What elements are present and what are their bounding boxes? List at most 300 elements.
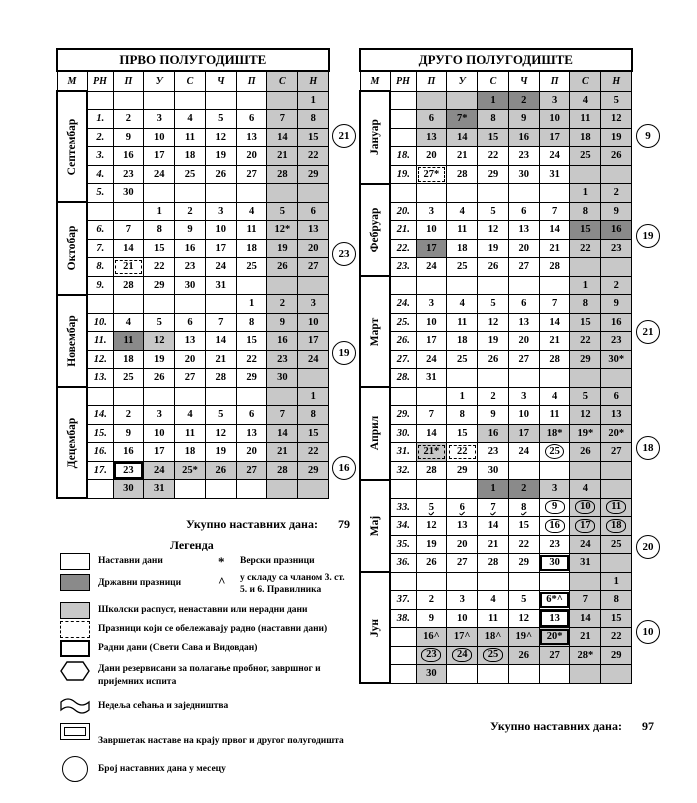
day-cell (570, 258, 601, 277)
day-cell: 18 (447, 239, 478, 258)
week-number-cell: 26. (390, 332, 416, 351)
day-cell: 9 (267, 313, 298, 332)
week-number-cell: 33. (390, 498, 416, 517)
week-number-cell: 7. (87, 239, 113, 258)
day-cell: 24 (447, 646, 478, 665)
day-cell (416, 91, 447, 110)
day-cell: 31 (539, 165, 570, 184)
day-cell: 1 (236, 295, 267, 314)
day-cell: 25 (478, 646, 509, 665)
day-cell: 6 (508, 202, 539, 221)
day-cell: 29 (298, 165, 329, 184)
day-cell: 23 (539, 535, 570, 554)
day-cell: 9 (113, 424, 144, 443)
day-cell: 3 (447, 591, 478, 610)
day-cell (570, 461, 601, 480)
day-cell: 20* (539, 628, 570, 647)
col-tue: У (144, 71, 175, 91)
day-cell: 15 (570, 313, 601, 332)
day-cell: 18 (570, 128, 601, 147)
week-number-cell: 25. (390, 313, 416, 332)
day-cell: 21* (416, 443, 447, 462)
day-cell: 5 (205, 110, 236, 129)
week-number-cell: 28. (390, 369, 416, 388)
day-cell (478, 665, 509, 684)
day-cell: 17 (416, 239, 447, 258)
col-sat: С (570, 71, 601, 91)
day-cell: 6 (298, 202, 329, 221)
day-cell: 10 (508, 406, 539, 425)
day-cell: 27 (601, 443, 632, 462)
day-cell (144, 295, 175, 314)
day-cell: 7 (570, 591, 601, 610)
month-november: Новембар (57, 295, 87, 388)
day-cell (236, 276, 267, 295)
day-cell: 1 (570, 276, 601, 295)
first-total-label: Укупно наставних дана: (186, 517, 318, 531)
day-cell: 23 (175, 258, 206, 277)
day-cell (539, 665, 570, 684)
legend-caret-text: у складу са чланом 3. ст. 5. и 6. Правилника (240, 573, 345, 595)
day-cell: 15 (298, 424, 329, 443)
day-cell (601, 258, 632, 277)
day-cell: 19 (416, 535, 447, 554)
day-cell (539, 461, 570, 480)
day-cell: 28 (539, 258, 570, 277)
day-cell: 11 (447, 313, 478, 332)
week-number-cell: 19. (390, 165, 416, 184)
day-cell (570, 572, 601, 591)
day-cell (570, 165, 601, 184)
day-cell (478, 369, 509, 388)
month-october: Октобар (57, 202, 87, 295)
wave-icon (60, 696, 90, 716)
day-cell: 26 (570, 443, 601, 462)
month-february: Фебруар (360, 184, 390, 277)
day-cell: 6 (508, 295, 539, 314)
day-cell: 17 (508, 424, 539, 443)
day-cell: 29 (570, 350, 601, 369)
day-cell: 14 (539, 313, 570, 332)
day-cell: 5 (601, 91, 632, 110)
day-cell: 13 (508, 221, 539, 240)
day-cell (236, 387, 267, 406)
day-cell: 13 (601, 406, 632, 425)
legend-star-symbol: * (218, 554, 225, 569)
week-number-cell: 10. (87, 313, 113, 332)
day-cell: 4 (539, 387, 570, 406)
week-number-cell: 2. (87, 128, 113, 147)
day-cell: 27 (298, 258, 329, 277)
day-cell: 11 (601, 498, 632, 517)
day-cell: 28 (539, 350, 570, 369)
week-number-cell: 22. (390, 239, 416, 258)
day-cell: 2 (601, 276, 632, 295)
day-cell: 9 (601, 202, 632, 221)
day-cell: 25 (236, 258, 267, 277)
day-cell: 8 (298, 110, 329, 129)
day-cell: 4 (175, 406, 206, 425)
week-number-cell: 23. (390, 258, 416, 277)
day-cell: 23 (601, 239, 632, 258)
day-cell (601, 461, 632, 480)
day-cell: 21 (267, 147, 298, 166)
day-cell: 1 (298, 91, 329, 110)
day-cell: 10 (447, 609, 478, 628)
day-cell: 28 (478, 554, 509, 573)
day-cell: 21 (205, 350, 236, 369)
day-cell: 26 (416, 554, 447, 573)
day-cell: 15 (144, 239, 175, 258)
week-number-cell: 27. (390, 350, 416, 369)
week-number-cell: 30. (390, 424, 416, 443)
day-cell: 11 (175, 128, 206, 147)
count-march: 21 (636, 320, 660, 344)
count-april: 18 (636, 436, 660, 460)
day-cell: 2 (478, 387, 509, 406)
day-cell: 6 (175, 313, 206, 332)
day-cell: 27* (416, 165, 447, 184)
day-cell: 22 (570, 239, 601, 258)
day-cell (508, 184, 539, 203)
week-number-cell: 37. (390, 591, 416, 610)
legend-title: Легенда (170, 538, 214, 552)
day-cell (267, 184, 298, 203)
count-december: 16 (332, 456, 356, 480)
day-cell: 15 (447, 424, 478, 443)
day-cell: 26 (601, 147, 632, 166)
day-cell: 20 (236, 147, 267, 166)
day-cell: 27 (236, 165, 267, 184)
legend-state: Државни празници (98, 578, 182, 588)
week-number-cell (87, 295, 113, 314)
day-cell: 20 (236, 443, 267, 462)
day-cell: 30 (113, 184, 144, 203)
day-cell: 23 (478, 443, 509, 462)
day-cell (205, 387, 236, 406)
day-cell: 7 (267, 406, 298, 425)
day-cell: 8 (478, 110, 509, 129)
day-cell (236, 91, 267, 110)
day-cell: 27 (508, 350, 539, 369)
day-cell: 4 (447, 295, 478, 314)
week-number-cell: 31. (390, 443, 416, 462)
hexagon-icon (60, 661, 90, 681)
day-cell: 25 (175, 165, 206, 184)
day-cell: 11 (175, 424, 206, 443)
day-cell (539, 276, 570, 295)
day-cell: 15 (298, 128, 329, 147)
week-number-cell: 3. (87, 147, 113, 166)
day-cell: 22 (447, 443, 478, 462)
col-month: М (57, 71, 87, 91)
day-cell: 23 (601, 332, 632, 351)
day-cell: 7 (539, 295, 570, 314)
week-number-cell (87, 202, 113, 221)
day-cell: 8 (236, 313, 267, 332)
legend-end: Завршетак наставе на крају првог и другог полугодишта (98, 736, 344, 746)
day-cell: 24 (144, 461, 175, 480)
day-cell: 17 (205, 239, 236, 258)
week-number-cell: 29. (390, 406, 416, 425)
day-cell: 14 (205, 332, 236, 351)
day-cell: 8 (144, 221, 175, 240)
day-cell (144, 184, 175, 203)
col-sun: Н (298, 71, 329, 91)
day-cell: 28* (570, 646, 601, 665)
week-number-cell: 21. (390, 221, 416, 240)
day-cell (416, 184, 447, 203)
day-cell: 25 (447, 350, 478, 369)
day-cell: 9 (113, 128, 144, 147)
day-cell: 10 (539, 110, 570, 129)
legend-working: Радни дани (Свети Сава и Видовдан) (98, 643, 258, 653)
day-cell: 30 (113, 480, 144, 499)
count-may: 20 (636, 535, 660, 559)
day-cell (205, 91, 236, 110)
day-cell (416, 276, 447, 295)
day-cell: 24 (539, 147, 570, 166)
day-cell: 27 (508, 258, 539, 277)
day-cell: 12 (478, 313, 509, 332)
day-cell: 22 (236, 350, 267, 369)
day-cell: 18 (113, 350, 144, 369)
day-cell: 20* (601, 424, 632, 443)
day-cell: 3 (205, 202, 236, 221)
legend-marked: Празници који се обележавају радно (наставни дани) (98, 624, 328, 634)
day-cell: 12 (416, 517, 447, 536)
day-cell (478, 184, 509, 203)
day-cell: 23 (508, 147, 539, 166)
day-cell (113, 202, 144, 221)
day-cell: 26 (267, 258, 298, 277)
week-number-cell: 38. (390, 609, 416, 628)
day-cell (508, 276, 539, 295)
day-cell (539, 184, 570, 203)
first-total-value: 79 (338, 517, 350, 531)
day-cell: 24 (205, 258, 236, 277)
day-cell: 2 (508, 91, 539, 110)
day-cell (447, 276, 478, 295)
week-number-cell: 1. (87, 110, 113, 129)
day-cell: 16 (175, 239, 206, 258)
legend-break: Школски распуст, ненаставни или нерадни дани (98, 605, 308, 615)
day-cell (267, 480, 298, 499)
day-cell: 21 (447, 147, 478, 166)
day-cell: 20 (508, 332, 539, 351)
day-cell: 14 (267, 128, 298, 147)
day-cell: 6 (236, 110, 267, 129)
day-cell: 20 (447, 535, 478, 554)
day-cell: 27 (236, 461, 267, 480)
col-sat: С (267, 71, 298, 91)
day-cell: 20 (416, 147, 447, 166)
week-number-cell: 34. (390, 517, 416, 536)
day-cell: 21 (267, 443, 298, 462)
week-number-cell (390, 110, 416, 129)
week-number-cell: 16. (87, 443, 113, 462)
day-cell: 7* (447, 110, 478, 129)
day-cell: 10 (144, 128, 175, 147)
day-cell (570, 665, 601, 684)
day-cell: 3 (144, 406, 175, 425)
day-cell (508, 572, 539, 591)
day-cell (267, 91, 298, 110)
week-number-cell: 9. (87, 276, 113, 295)
day-cell (144, 387, 175, 406)
day-cell: 19^ (508, 628, 539, 647)
day-cell: 3 (416, 295, 447, 314)
day-cell: 17 (570, 517, 601, 536)
day-cell: 8 (570, 202, 601, 221)
legend-swatch-state (60, 574, 90, 591)
day-cell (601, 369, 632, 388)
day-cell: 17^ (447, 628, 478, 647)
col-week: РН (390, 71, 416, 91)
day-cell (447, 665, 478, 684)
day-cell: 29 (236, 369, 267, 388)
week-number-cell: 17. (87, 461, 113, 480)
day-cell: 5 (205, 406, 236, 425)
day-cell: 18* (539, 424, 570, 443)
day-cell: 10 (144, 424, 175, 443)
day-cell (267, 276, 298, 295)
day-cell: 13 (175, 332, 206, 351)
day-cell: 12 (205, 424, 236, 443)
day-cell: 8 (570, 295, 601, 314)
count-october: 23 (332, 242, 356, 266)
day-cell: 1 (570, 184, 601, 203)
day-cell (236, 184, 267, 203)
week-number-cell: 4. (87, 165, 113, 184)
day-cell: 26 (478, 350, 509, 369)
day-cell: 31 (570, 554, 601, 573)
day-cell: 11 (236, 221, 267, 240)
day-cell: 5 (570, 387, 601, 406)
day-cell (447, 572, 478, 591)
day-cell: 6 (236, 406, 267, 425)
day-cell: 12 (508, 609, 539, 628)
day-cell (205, 480, 236, 499)
day-cell (175, 295, 206, 314)
day-cell: 6*^ (539, 591, 570, 610)
day-cell: 1 (478, 91, 509, 110)
day-cell: 30 (175, 276, 206, 295)
day-cell (113, 91, 144, 110)
day-cell (144, 91, 175, 110)
week-number-cell: 12. (87, 350, 113, 369)
day-cell: 2 (267, 295, 298, 314)
day-cell: 13 (416, 128, 447, 147)
day-cell (298, 276, 329, 295)
week-number-cell (390, 128, 416, 147)
legend-swatch-end (60, 723, 90, 740)
day-cell: 19 (144, 350, 175, 369)
month-may: Мај (360, 480, 390, 573)
week-number-cell (390, 91, 416, 110)
day-cell: 19 (205, 147, 236, 166)
month-december: Децембар (57, 387, 87, 498)
day-cell: 7 (113, 221, 144, 240)
first-semester-calendar (56, 48, 330, 499)
day-cell: 22 (601, 628, 632, 647)
day-cell: 19 (478, 239, 509, 258)
col-month: М (360, 71, 390, 91)
day-cell: 28 (267, 165, 298, 184)
day-cell: 19 (601, 128, 632, 147)
day-cell: 14 (416, 424, 447, 443)
day-cell: 7 (478, 498, 509, 517)
day-cell: 29 (144, 276, 175, 295)
month-april: Април (360, 387, 390, 480)
day-cell (478, 572, 509, 591)
day-cell: 16 (539, 517, 570, 536)
day-cell: 5 (267, 202, 298, 221)
week-number-cell: 11. (87, 332, 113, 351)
day-cell (447, 184, 478, 203)
day-cell: 24 (416, 258, 447, 277)
day-cell: 21 (478, 535, 509, 554)
day-cell: 5 (416, 498, 447, 517)
day-cell (113, 387, 144, 406)
day-cell (113, 295, 144, 314)
day-cell: 5 (508, 591, 539, 610)
week-number-cell: 13. (87, 369, 113, 388)
day-cell: 21 (539, 332, 570, 351)
day-cell: 11 (478, 609, 509, 628)
month-september: Септембар (57, 91, 87, 202)
day-cell: 30* (601, 350, 632, 369)
day-cell: 23 (113, 165, 144, 184)
col-mon: П (113, 71, 144, 91)
day-cell: 24 (144, 165, 175, 184)
day-cell: 22 (570, 332, 601, 351)
week-number-cell: 5. (87, 184, 113, 203)
day-cell: 22 (298, 147, 329, 166)
day-cell: 14 (447, 128, 478, 147)
day-cell: 22 (144, 258, 175, 277)
day-cell: 4 (570, 480, 601, 499)
day-cell: 7 (267, 110, 298, 129)
day-cell: 2 (175, 202, 206, 221)
day-cell: 30 (267, 369, 298, 388)
day-cell: 24 (570, 535, 601, 554)
day-cell: 3 (416, 202, 447, 221)
day-cell: 17 (144, 147, 175, 166)
col-wed: С (175, 71, 206, 91)
day-cell: 22 (478, 147, 509, 166)
day-cell (539, 572, 570, 591)
day-cell: 26 (144, 369, 175, 388)
day-cell: 3 (508, 387, 539, 406)
col-sun: Н (601, 71, 632, 91)
week-number-cell (390, 480, 416, 499)
day-cell: 15 (236, 332, 267, 351)
second-semester-title: ДРУГО ПОЛУГОДИШТЕ (360, 49, 632, 71)
day-cell: 9 (601, 295, 632, 314)
day-cell: 20 (508, 239, 539, 258)
day-cell (205, 295, 236, 314)
day-cell (236, 480, 267, 499)
day-cell: 29 (298, 461, 329, 480)
day-cell: 1 (144, 202, 175, 221)
week-number-cell: 35. (390, 535, 416, 554)
week-number-cell (87, 91, 113, 110)
day-cell: 14 (267, 424, 298, 443)
day-cell: 26 (508, 646, 539, 665)
day-cell: 11 (447, 221, 478, 240)
week-number-cell (87, 387, 113, 406)
